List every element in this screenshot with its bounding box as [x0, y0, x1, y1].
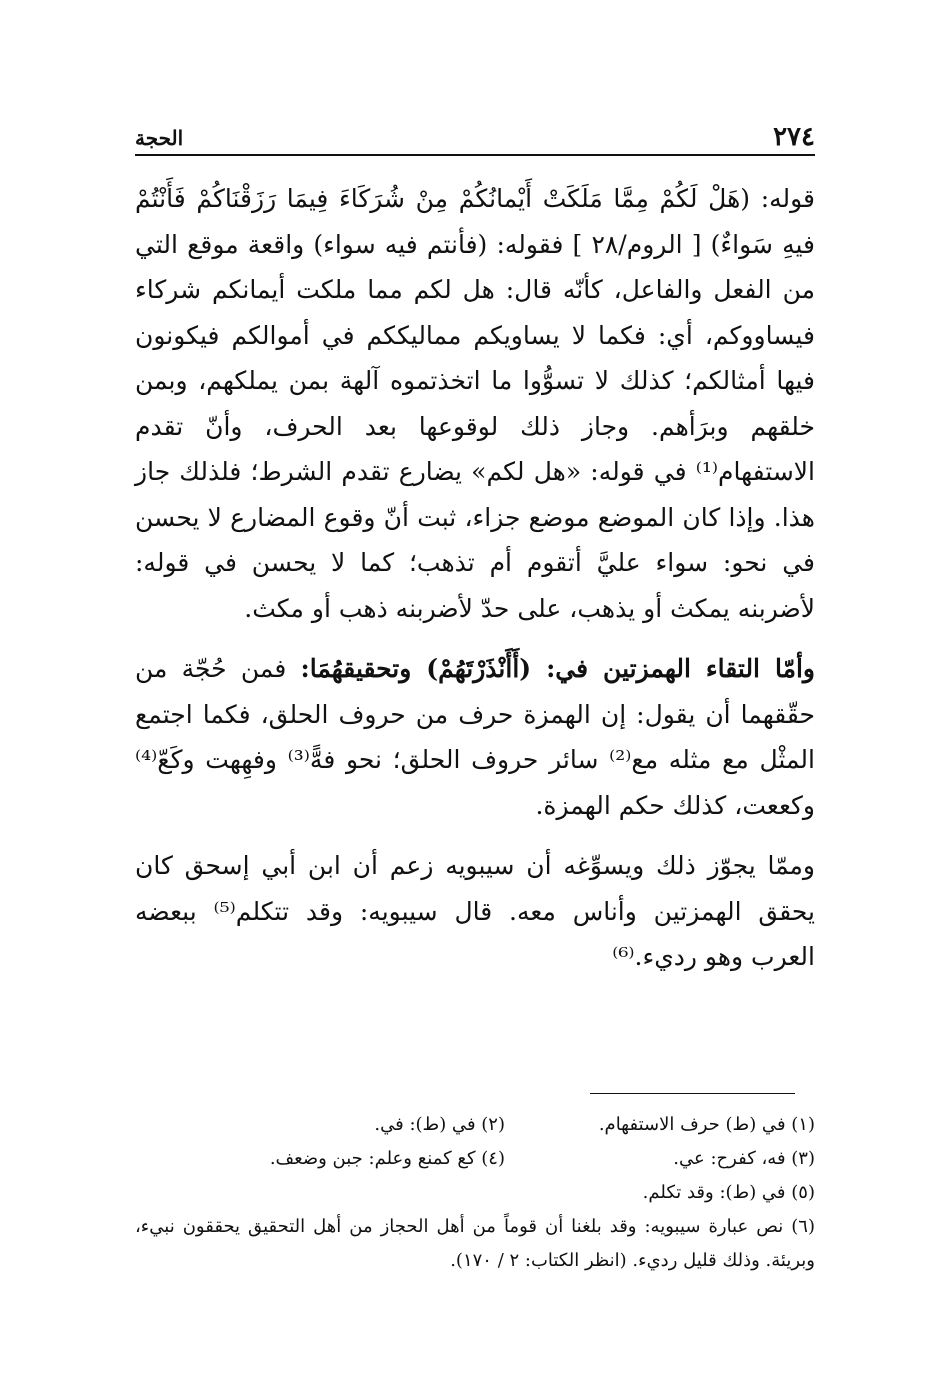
footnote-4: (٤) كع كمنع وعلم: جبن وضعف.	[269, 1148, 505, 1169]
paragraph-2-body: فمن حُجّة من حقّقهما أن يقول: إن الهمزة حرف من حروف الحلق، فكما اجتمع المثْل مع مثله مع⁽²⁾ سائر حروف الحلق؛ نحو فهًّ⁽³⁾ وفهِهت وكَعّ⁽⁴⁾ وكععت، كذلك حكم الهمزة.	[135, 654, 815, 820]
footnote-2: (٢) في (ط): في.	[374, 1114, 505, 1135]
paragraph-2-lead: وأمّا التقاء الهمزتين في: (أَأَنْذَرْتَهُمْ) وتحقيقهُمَا:	[300, 654, 815, 683]
footnote-6: (٦) نص عبارة سيبويه: وقد بلغنا أن قوماً من أهل الحجاز من أهل التحقيق يحققون نبيء، وبريئة. وذلك قليل رديء. (انظر الكتاب: ٢ / ١٧٠).	[135, 1216, 815, 1271]
running-title: الحجة	[135, 126, 184, 150]
header-rule	[135, 154, 815, 156]
paragraph-2	[135, 646, 815, 828]
footnote-5: (٥) في (ط): وقد تكلم.	[642, 1182, 815, 1203]
footnote-3: (٣) فه، كفرح: عي.	[673, 1148, 815, 1169]
paragraph-3: وممّا يجوّز ذلك ويسوِّغه أن سيبويه زعم أن ابن أبي إسحق كان يحقق الهمزتين وأناس معه. قال سيبويه: وقد تتكلم⁽⁵⁾ ببعضه العرب وهو رديء.⁽⁶⁾	[135, 851, 815, 971]
main-text	[135, 176, 815, 980]
page-number: ٢٧٤	[773, 122, 815, 152]
footnotes	[135, 1108, 815, 1278]
page-header	[135, 118, 815, 156]
footnote-1: (١) في (ط) حرف الاستفهام.	[598, 1114, 815, 1135]
footnote-rule	[590, 1093, 795, 1094]
paragraph-1: قوله: (هَلْ لَكُمْ مِمَّا مَلَكَتْ أَيْمانُكُمْ مِنْ شُرَكَاءَ فِيمَا رَزَقْنَاكُمْ فَأَنْتُمْ فيهِ سَواءٌ) [ الروم/٢٨ ] فقوله: (فأنتم فيه سواء) واقعة موقع التي من الفعل والفاعل، كأنّه قال: هل لكم مما ملكت أيمانكم شركاء فيساووكم، أي: فكما لا يساويكم مماليككم في أموالكم فيكونون فيها أمثالكم؛ كذلك لا تسوُّوا ما اتخذتموه آلهة بمن يملكهم، وبمن خلقهم وبرَأهم. وجاز ذلك لوقوعها بعد الحرف، وأنّ تقدم الاستفهام⁽¹⁾ في قوله: «هل لكم» يضارع تقدم الشرط؛ فلذلك جاز هذا. وإذا كان الموضع موضع جزاء، ثبت أنّ وقوع المضارع لا يحسن في نحو: سواء عليَّ أتقوم أم تذهب؛ كما لا يحسن في قوله: لأضربنه يمكث أو يذهب، على حدّ لأضربنه ذهب أو مكث.	[135, 184, 816, 623]
